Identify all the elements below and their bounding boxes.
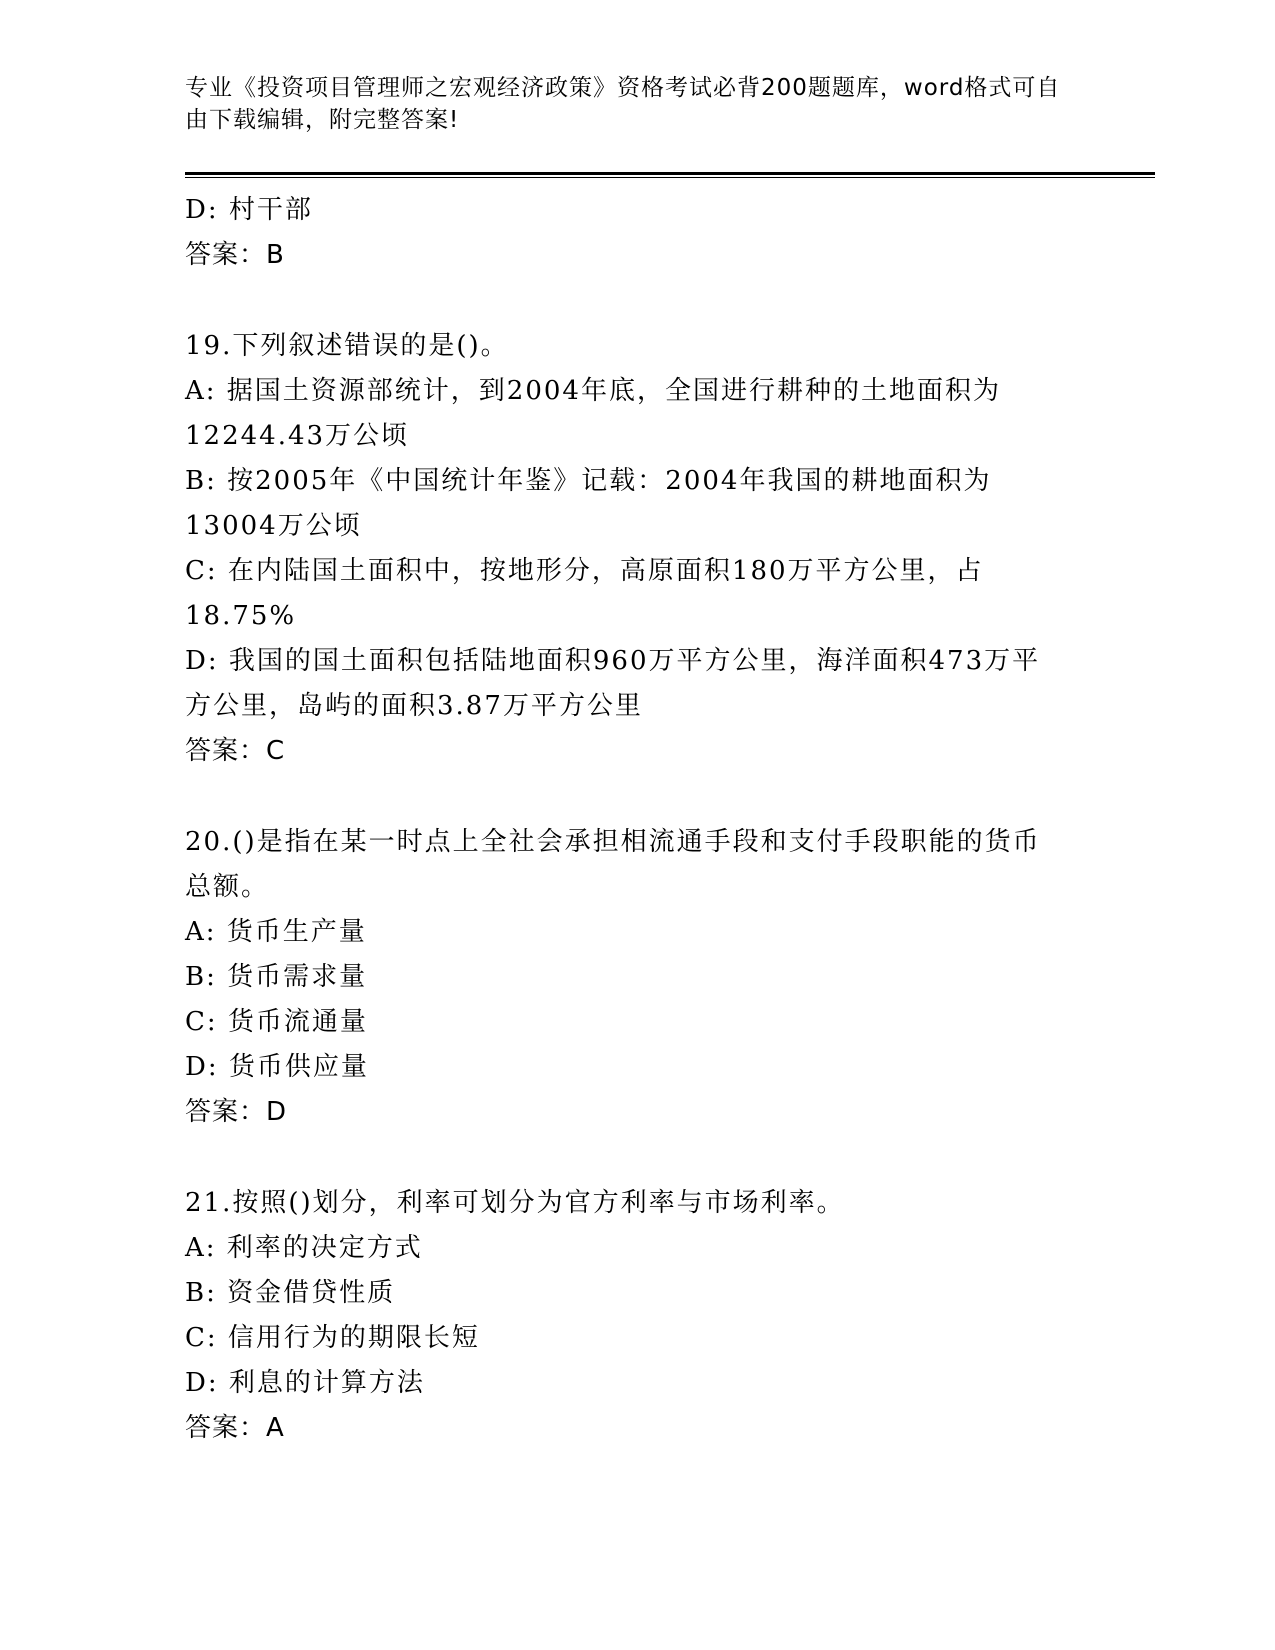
question-21 (185, 1181, 1065, 1451)
option-a: A: 货币生产量 (185, 917, 367, 947)
option-b: B: 按2005年《中国统计年鉴》记载：2004年我国的耕地面积为13004万公顷 (185, 466, 992, 541)
option-c: C: 信用行为的期限长短 (185, 1323, 480, 1353)
carryover-option-d: D: 村干部 (185, 195, 313, 225)
option-c: C: 货币流通量 (185, 1007, 368, 1037)
header-divider (185, 172, 1155, 178)
question-stem: 21.按照()划分，利率可划分为官方利率与市场利率。 (185, 1188, 845, 1218)
option-d: D: 利息的计算方法 (185, 1368, 425, 1398)
answer: 答案：D (185, 1097, 288, 1127)
document-page (185, 72, 1155, 1451)
option-b: B: 货币需求量 (185, 962, 368, 992)
answer: 答案：A (185, 1413, 285, 1443)
option-c: C: 在内陆国土面积中，按地形分，高原面积180万平方公里，占18.75% (185, 556, 984, 631)
question-19 (185, 324, 1065, 774)
option-d: D: 我国的国土面积包括陆地面积960万平方公里，海洋面积473万平方公里，岛屿的面积3.87万平方公里 (185, 646, 1041, 721)
question-stem: 20.()是指在某一时点上全社会承担相流通手段和支付手段职能的货币总额。 (185, 827, 1041, 902)
option-a: A: 利率的决定方式 (185, 1233, 423, 1263)
option-b: B: 资金借贷性质 (185, 1278, 396, 1308)
option-d: D: 货币供应量 (185, 1052, 369, 1082)
answer: 答案：C (185, 736, 286, 766)
question-content (185, 188, 1065, 1451)
carryover-answer: 答案：B (185, 240, 285, 270)
question-stem: 19.下列叙述错误的是()。 (185, 331, 509, 361)
question-20 (185, 820, 1065, 1135)
document-header-title: 专业《投资项目管理师之宏观经济政策》资格考试必背200题题库，word格式可自由下载编辑，附完整答案! (185, 75, 1061, 133)
option-a: A: 据国土资源部统计，到2004年底，全国进行耕种的土地面积为12244.43万公顷 (185, 376, 1001, 451)
